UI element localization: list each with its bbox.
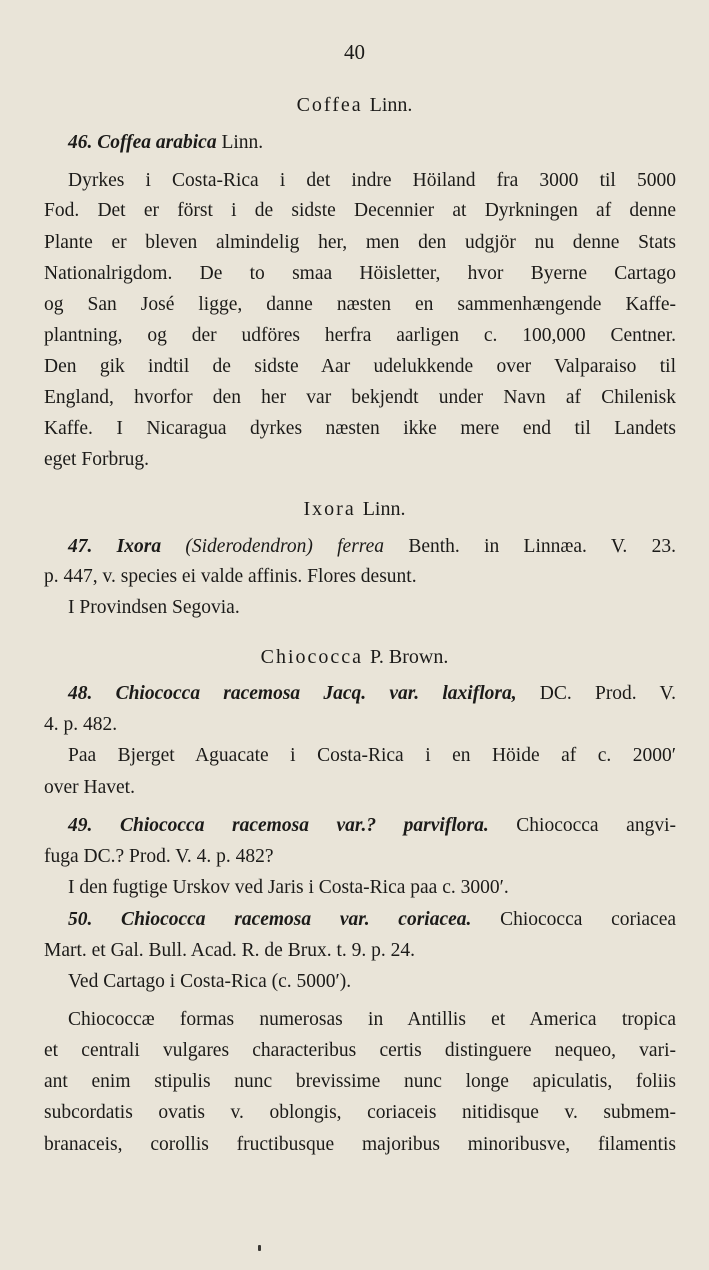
- species-46-line: plantning, og der udföres herfra aarligen c. 100,000 Centner.: [44, 325, 676, 346]
- species-49-citation: Chiococca angvi-: [488, 815, 676, 836]
- species-50-line: Mart. et Gal. Bull. Acad. R. de Brux. t. 9. p. 24.: [44, 940, 415, 961]
- species-46-line-last: eget Forbrug.: [44, 449, 150, 470]
- species-47-heading: [68, 536, 676, 558]
- page-number: 40: [344, 40, 365, 64]
- note-line: ant enim stipulis nunc brevissime nunc longe apiculatis, foliis: [44, 1071, 676, 1092]
- genus-author: P. Brown.: [370, 646, 449, 668]
- species-47-citation: Benth. in Linnæa. V. 23.: [384, 536, 676, 557]
- genus-author: Linn.: [369, 94, 413, 116]
- genus-name: Coffea: [296, 94, 363, 116]
- species-46-name: 46. Coffea arabica: [68, 132, 217, 153]
- species-46-line: Nationalrigdom. De to smaa Höisletter, hvor Byerne Cartago: [44, 263, 676, 284]
- species-49-name: 49. Chiococca racemosa var.? parviflora.: [68, 815, 489, 836]
- species-48-heading: [68, 683, 676, 705]
- note-line: et centrali vulgares characteribus certis distinguere nequeo, vari-: [44, 1040, 676, 1061]
- species-50-locality: Ved Cartago i Costa-Rica (c. 5000′).: [68, 971, 352, 992]
- note-line: subcordatis ovatis v. oblongis, coriaceis nitidisque v. submem-: [44, 1102, 676, 1123]
- species-48-locality: Paa Bjerget Aguacate i Costa-Rica i en Höide af c. 2000′: [68, 745, 676, 766]
- species-48-name: 48. Chiococca racemosa Jacq. var. laxiflora,: [68, 683, 517, 704]
- species-47-locality: I Provindsen Segovia.: [68, 597, 240, 618]
- species-46-line: Plante er bleven almindelig her, men den udgjör nu denne Stats: [44, 232, 676, 253]
- species-47-name: 47. Ixora: [68, 536, 162, 557]
- genus-name: Chiococca: [260, 646, 364, 668]
- species-49-line: fuga DC.? Prod. V. 4. p. 482?: [44, 846, 274, 867]
- species-46-line: England, hvorfor den her var bekjendt under Navn af Chilenisk: [44, 387, 676, 408]
- species-48-citation: DC. Prod. V.: [516, 683, 676, 704]
- species-47-synonym: (Siderodendron) ferrea: [185, 536, 385, 557]
- species-50-name: 50. Chiococca racemosa var. coriacea.: [68, 909, 472, 930]
- species-46-heading: [68, 132, 676, 154]
- species-46-line: Fod. Det er först i de sidste Decennier at Dyrkningen af denne: [44, 200, 676, 221]
- genus-heading-ixora: [0, 498, 709, 521]
- species-50-heading: [68, 909, 676, 931]
- genus-heading-chiococca: [0, 646, 709, 669]
- genus-author: Linn.: [362, 498, 406, 520]
- species-49-heading: [68, 815, 676, 837]
- note-line: branaceis, corollis fructibusque majoribus minoribusve, filamentis: [44, 1134, 676, 1155]
- species-49-locality: I den fugtige Urskov ved Jaris i Costa-Rica paa c. 3000′.: [68, 877, 509, 898]
- species-46-line: Dyrkes i Costa-Rica i det indre Höiland fra 3000 til 5000: [68, 170, 676, 191]
- species-46-line: Den gik indtil de sidste Aar udelukkende over Valparaiso til: [44, 356, 676, 377]
- note-line: Chiococcæ formas numerosas in Antillis et America tropica: [68, 1009, 676, 1030]
- species-46-line: og San José ligge, danne næsten en sammenhængende Kaffe-: [44, 294, 676, 315]
- species-47-line: p. 447, v. species ei valde affinis. Flores desunt.: [44, 566, 417, 587]
- genus-heading-coffea: [0, 94, 709, 117]
- species-46-line: Kaffe. I Nicaragua dyrkes næsten ikke mere end til Landets: [44, 418, 676, 439]
- species-50-citation: Chiococca coriacea: [471, 909, 677, 930]
- print-speck: [258, 1245, 261, 1251]
- species-46-author: Linn.: [216, 132, 264, 153]
- species-48-line: 4. p. 482.: [44, 714, 118, 735]
- genus-name: Ixora: [303, 498, 356, 520]
- species-48-locality-cont: over Havet.: [44, 777, 135, 798]
